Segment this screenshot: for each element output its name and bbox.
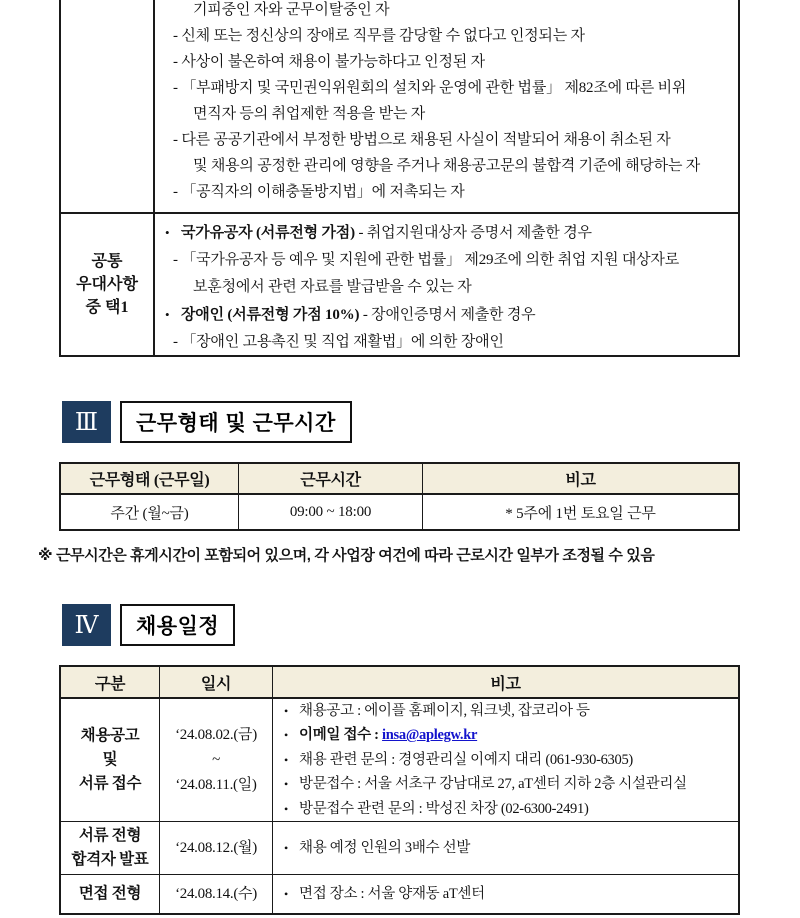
clause-line: - 「공직자의 이해충돌방지법」에 저촉되는 자 xyxy=(173,184,465,200)
date-line: ‘24.08.12.(월) xyxy=(175,839,257,856)
work-hours-table xyxy=(59,462,740,531)
remark-item xyxy=(284,772,687,797)
bullet-icon: • xyxy=(284,840,288,855)
remark-bold-text: 이메일 접수 : xyxy=(299,727,383,744)
remark-text: 채용 예정 인원의 3배수 선발 xyxy=(299,839,471,856)
preference-subitem: - 「국가유공자 등 예우 및 지원에 관한 법률」 제29조에 의한 취업 지원 대상자로 xyxy=(173,252,680,268)
table-row xyxy=(61,214,738,355)
schedule-row-interview xyxy=(61,875,738,913)
label-line: 우대사항 xyxy=(76,276,138,293)
clause-line: - 신체 또는 정신상의 장애로 직무를 감당할 수 없다고 인정되는 자 xyxy=(173,28,585,44)
remarks-cell xyxy=(273,699,738,821)
bullet-icon: • xyxy=(284,752,288,767)
clause-line: 및 채용의 공정한 관리에 영향을 주거나 채용공고문의 불합격 기준에 해당하는 자 xyxy=(193,158,701,174)
row-label-cell-empty xyxy=(61,0,155,212)
preference-rest-text: - 취업지원대상자 증명서 제출한 경우 xyxy=(354,225,592,241)
preference-list xyxy=(155,214,738,355)
work-type-cell: 주간 (월~금) xyxy=(61,495,239,529)
date-cell xyxy=(160,699,273,821)
schedule-row-document-result xyxy=(61,822,738,875)
header-cell xyxy=(239,464,423,493)
remark-text: 채용 관련 문의 : 경영관리실 이예지 대리 (061-930-6305) xyxy=(299,751,633,768)
table-header-row xyxy=(61,667,738,699)
preference-item xyxy=(165,301,734,329)
section-heading-work-hours xyxy=(62,401,352,443)
remark-text: 면접 장소 : 서울 양재동 aT센터 xyxy=(299,885,485,902)
section-heading-schedule xyxy=(62,604,235,646)
stage-cell xyxy=(61,875,160,913)
remark-item xyxy=(284,882,485,907)
remark-text: 방문접수 : 서울 서초구 강남대로 27, aT센터 지하 2층 시설관리실 xyxy=(299,776,687,793)
header-cell xyxy=(273,667,738,697)
date-line: ‘24.08.02.(금) xyxy=(175,726,257,743)
bullet-icon: • xyxy=(284,801,288,816)
preference-bold-text: 국가유공자 (서류전형 가점) xyxy=(181,225,355,241)
bullet-icon: • xyxy=(284,777,288,792)
header-text: 일시 xyxy=(200,675,232,693)
remark-text: 채용공고 : 에이플 홈페이지, 워크넷, 잡코리아 등 xyxy=(299,702,590,719)
section-title: 채용일정 xyxy=(120,604,235,646)
bullet-icon: • xyxy=(165,307,170,322)
stage-cell xyxy=(61,699,160,821)
remark-item xyxy=(284,797,588,822)
preference-subitem: - 「장애인 고용촉진 및 직업 재활법」에 의한 장애인 xyxy=(173,334,504,350)
remark-item xyxy=(284,748,633,773)
clause-line: - 다른 공공기관에서 부정한 방법으로 채용된 사실이 적발되어 채용이 취소된 자 xyxy=(173,132,671,148)
header-text: 구분 xyxy=(94,675,126,693)
preference-item xyxy=(165,219,734,247)
header-text: 근무시간 xyxy=(300,472,361,489)
remark-item xyxy=(284,699,590,724)
schedule-table xyxy=(59,665,740,915)
bullet-icon: • xyxy=(284,886,288,901)
remark-item xyxy=(284,723,477,748)
section-numeral-badge: Ⅳ xyxy=(62,604,111,646)
header-text: 비고 xyxy=(490,675,521,693)
preference-bold-text: 장애인 (서류전형 가점 10%) xyxy=(181,307,360,323)
work-note-cell: * 5주에 1번 토요일 근무 xyxy=(505,505,656,522)
table-header-row xyxy=(61,464,738,495)
stage-line: 및 xyxy=(102,751,118,768)
date-cell xyxy=(160,822,273,874)
disqualification-list xyxy=(155,0,738,212)
header-cell xyxy=(423,464,738,493)
section-numeral-badge: Ⅲ xyxy=(62,401,111,443)
label-line: 공통 xyxy=(91,253,123,270)
date-line: ~ xyxy=(212,751,220,768)
bullet-icon: • xyxy=(165,225,170,240)
date-line: ‘24.08.14.(수) xyxy=(175,885,257,902)
section-title: 근무형태 및 근무시간 xyxy=(120,401,352,443)
bullet-icon: • xyxy=(284,703,288,718)
clause-line: 면직자 등의 취업제한 적용을 받는 자 xyxy=(193,106,426,122)
header-text: 비고 xyxy=(565,472,596,489)
stage-cell xyxy=(61,822,160,874)
clause-line: 기피중인 자와 군무이탈중인 자 xyxy=(193,2,390,18)
table-row xyxy=(61,0,738,214)
table-row xyxy=(61,495,738,529)
preference-rest-text: - 장애인증명서 제출한 경우 xyxy=(359,307,536,323)
header-cell xyxy=(61,464,239,493)
work-time-cell: 09:00 ~ 18:00 xyxy=(239,495,423,529)
stage-line: 채용공고 xyxy=(80,727,140,744)
remarks-cell xyxy=(273,822,738,874)
clause-line: - 사상이 불온하여 채용이 불가능하다고 인정된 자 xyxy=(173,54,485,70)
email-link[interactable]: insa@aplegw.kr xyxy=(382,727,478,744)
eligibility-table xyxy=(59,0,740,357)
bullet-icon: • xyxy=(284,728,288,743)
preference-subitem: 보훈청에서 관련 자료를 발급받을 수 있는 자 xyxy=(193,279,472,295)
stage-line: 서류 접수 xyxy=(78,775,142,792)
label-line: 중 택1 xyxy=(85,299,129,316)
remarks-cell xyxy=(273,875,738,913)
header-text: 근무형태 (근무일) xyxy=(89,472,210,489)
stage-line: 면접 전형 xyxy=(78,885,142,902)
preference-row-label xyxy=(61,214,155,355)
stage-line: 서류 전형 xyxy=(78,827,142,844)
remark-item xyxy=(284,836,470,861)
date-cell xyxy=(160,875,273,913)
clause-line: - 「부패방지 및 국민권익위원회의 설치와 운영에 관한 법률」 제82조에 따른 비위 xyxy=(173,80,687,96)
header-cell xyxy=(160,667,273,697)
stage-line: 합격자 발표 xyxy=(71,851,149,868)
schedule-row-announcement xyxy=(61,699,738,822)
header-cell xyxy=(61,667,160,697)
work-hours-footnote: ※ 근무시간은 휴게시간이 포함되어 있으며, 각 사업장 여건에 따라 근로시간 일부가 조정될 수 있음 xyxy=(38,547,655,564)
remark-text: 방문접수 관련 문의 : 박성진 차장 (02-6300-2491) xyxy=(299,800,589,817)
date-line: ‘24.08.11.(일) xyxy=(175,776,257,793)
